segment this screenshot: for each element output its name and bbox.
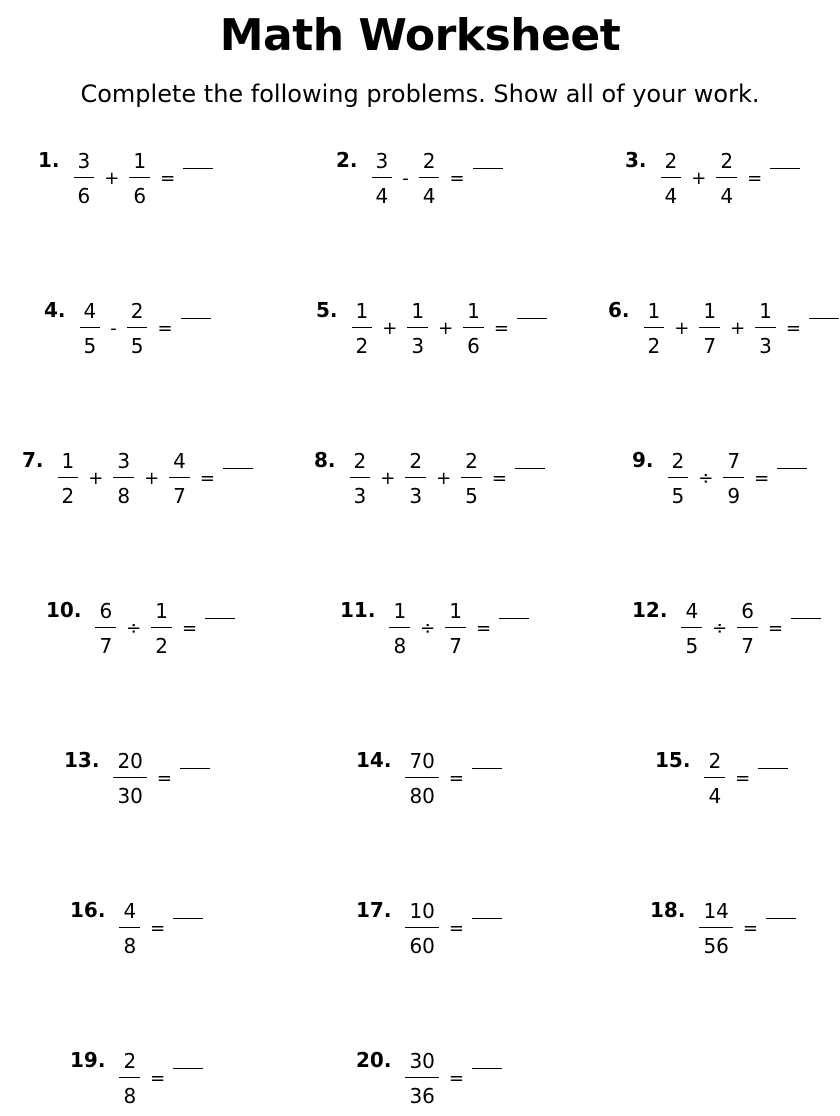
fraction xyxy=(80,300,101,357)
answer-blank[interactable] xyxy=(809,318,839,319)
answer-blank[interactable] xyxy=(517,318,547,319)
denominator: 8 xyxy=(119,927,140,957)
answer-blank[interactable] xyxy=(515,468,545,469)
problem-19 xyxy=(70,1048,203,1108)
numerator: 3 xyxy=(117,448,131,473)
fraction xyxy=(737,600,758,657)
denominator: 8 xyxy=(113,477,134,507)
equals-sign: = xyxy=(735,767,751,789)
equals-sign: = xyxy=(182,617,198,639)
numerator: 3 xyxy=(375,148,389,173)
denominator: 2 xyxy=(352,327,373,357)
denominator: 6 xyxy=(129,177,150,207)
numerator: 2 xyxy=(664,148,678,173)
problem-number: 5. xyxy=(316,298,338,322)
problem-number: 13. xyxy=(64,748,100,772)
numerator: 2 xyxy=(720,148,734,173)
fraction xyxy=(461,450,482,507)
answer-blank[interactable] xyxy=(472,918,502,919)
operator: + xyxy=(144,467,160,489)
fraction xyxy=(113,750,146,807)
numerator: 10 xyxy=(409,898,435,923)
denominator: 3 xyxy=(350,477,371,507)
numerator: 4 xyxy=(173,448,186,473)
answer-blank[interactable] xyxy=(473,168,503,169)
fraction xyxy=(723,450,744,507)
numerator: 14 xyxy=(703,898,729,923)
denominator: 5 xyxy=(80,327,101,357)
numerator: 1 xyxy=(467,298,480,323)
denominator: 4 xyxy=(704,777,725,807)
problem-18 xyxy=(650,898,796,958)
fraction xyxy=(119,900,140,957)
denominator: 2 xyxy=(58,477,79,507)
equals-sign: = xyxy=(491,467,507,489)
problem-15 xyxy=(655,748,788,808)
equals-sign: = xyxy=(785,317,801,339)
operator: + xyxy=(104,167,120,189)
fraction xyxy=(716,150,737,207)
problem-number: 17. xyxy=(356,898,392,922)
fraction xyxy=(699,300,720,357)
operator: + xyxy=(380,467,396,489)
numerator: 2 xyxy=(465,448,478,473)
answer-blank[interactable] xyxy=(791,618,821,619)
problem-number: 14. xyxy=(356,748,392,772)
denominator: 4 xyxy=(372,177,393,207)
equals-sign: = xyxy=(160,167,176,189)
problem-20 xyxy=(356,1048,502,1108)
numerator: 2 xyxy=(130,298,144,323)
problem-number: 20. xyxy=(356,1048,392,1072)
problem-10 xyxy=(46,598,235,658)
numerator: 2 xyxy=(671,448,685,473)
problem-17 xyxy=(356,898,502,958)
problem-3 xyxy=(625,148,800,208)
equals-sign: = xyxy=(156,767,172,789)
equals-sign: = xyxy=(448,917,464,939)
denominator: 5 xyxy=(461,477,482,507)
equals-sign: = xyxy=(448,1067,464,1089)
answer-blank[interactable] xyxy=(499,618,529,619)
operator: + xyxy=(88,467,104,489)
denominator: 2 xyxy=(151,627,172,657)
fraction xyxy=(95,600,116,657)
operator: - xyxy=(402,167,409,189)
operator: ÷ xyxy=(420,617,436,639)
problem-13 xyxy=(64,748,210,808)
problem-5 xyxy=(316,298,547,358)
denominator: 5 xyxy=(127,327,148,357)
fraction xyxy=(755,300,776,357)
fraction xyxy=(119,1050,140,1107)
problem-number: 12. xyxy=(632,598,668,622)
problem-14 xyxy=(356,748,502,808)
answer-blank[interactable] xyxy=(205,618,235,619)
numerator: 2 xyxy=(123,1048,137,1073)
denominator: 2 xyxy=(644,327,665,357)
problem-8 xyxy=(314,448,545,508)
denominator: 6 xyxy=(463,327,484,357)
fraction xyxy=(668,450,689,507)
numerator: 2 xyxy=(708,748,722,773)
problem-4 xyxy=(44,298,211,358)
numerator: 1 xyxy=(355,298,369,323)
denominator: 7 xyxy=(445,627,466,657)
operator: + xyxy=(730,317,746,339)
problem-16 xyxy=(70,898,203,958)
answer-blank[interactable] xyxy=(766,918,796,919)
numerator: 30 xyxy=(409,1048,435,1073)
fraction xyxy=(405,750,438,807)
denominator: 56 xyxy=(699,927,732,957)
fraction xyxy=(661,150,682,207)
fraction xyxy=(681,600,702,657)
equals-sign: = xyxy=(476,617,492,639)
fraction xyxy=(699,900,732,957)
problem-number: 4. xyxy=(44,298,66,322)
answer-blank[interactable] xyxy=(180,768,210,769)
equals-sign: = xyxy=(150,917,166,939)
fraction xyxy=(169,450,190,507)
worksheet-title: Math Worksheet xyxy=(219,10,621,61)
fraction xyxy=(405,900,438,957)
equals-sign: = xyxy=(768,617,784,639)
numerator: 1 xyxy=(759,298,772,323)
denominator: 9 xyxy=(723,477,744,507)
worksheet-instructions: Complete the following problems. Show all of your work. xyxy=(80,80,760,108)
problem-12 xyxy=(632,598,821,658)
denominator: 7 xyxy=(169,477,190,507)
denominator: 4 xyxy=(716,177,737,207)
numerator: 1 xyxy=(393,598,407,623)
equals-sign: = xyxy=(199,467,215,489)
problem-number: 10. xyxy=(46,598,82,622)
problem-number: 6. xyxy=(608,298,630,322)
denominator: 3 xyxy=(755,327,776,357)
problem-number: 1. xyxy=(38,148,60,172)
fraction xyxy=(419,150,440,207)
operator: ÷ xyxy=(712,617,728,639)
denominator: 80 xyxy=(405,777,438,807)
answer-blank[interactable] xyxy=(472,1068,502,1069)
fraction xyxy=(405,450,426,507)
operator: + xyxy=(674,317,690,339)
problem-number: 11. xyxy=(340,598,376,622)
numerator: 1 xyxy=(647,298,661,323)
denominator: 3 xyxy=(405,477,426,507)
numerator: 1 xyxy=(61,448,75,473)
operator: + xyxy=(438,317,454,339)
fraction xyxy=(151,600,172,657)
numerator: 7 xyxy=(727,448,741,473)
fraction xyxy=(350,450,371,507)
fraction xyxy=(405,1050,438,1107)
denominator: 8 xyxy=(389,627,410,657)
fraction xyxy=(58,450,79,507)
problem-number: 16. xyxy=(70,898,106,922)
numerator: 2 xyxy=(353,448,367,473)
numerator: 6 xyxy=(99,598,113,623)
answer-blank[interactable] xyxy=(183,168,213,169)
numerator: 20 xyxy=(117,748,143,773)
equals-sign: = xyxy=(449,167,465,189)
problem-7 xyxy=(22,448,253,508)
equals-sign: = xyxy=(157,317,173,339)
operator: - xyxy=(110,317,117,339)
problem-number: 8. xyxy=(314,448,336,472)
numerator: 4 xyxy=(685,598,699,623)
numerator: 1 xyxy=(449,598,462,623)
fraction xyxy=(644,300,665,357)
fraction xyxy=(129,150,150,207)
problem-number: 2. xyxy=(336,148,358,172)
fraction xyxy=(113,450,134,507)
denominator: 6 xyxy=(74,177,95,207)
numerator: 2 xyxy=(409,448,423,473)
numerator: 2 xyxy=(422,148,436,173)
denominator: 7 xyxy=(699,327,720,357)
answer-blank[interactable] xyxy=(770,168,800,169)
answer-blank[interactable] xyxy=(181,318,211,319)
fraction xyxy=(389,600,410,657)
answer-blank[interactable] xyxy=(223,468,253,469)
numerator: 1 xyxy=(411,298,425,323)
equals-sign: = xyxy=(742,917,758,939)
problem-number: 9. xyxy=(632,448,654,472)
problem-9 xyxy=(632,448,807,508)
answer-blank[interactable] xyxy=(472,768,502,769)
numerator: 6 xyxy=(741,598,754,623)
denominator: 7 xyxy=(95,627,116,657)
problem-11 xyxy=(340,598,529,658)
numerator: 1 xyxy=(155,598,168,623)
numerator: 4 xyxy=(83,298,97,323)
operator: ÷ xyxy=(126,617,142,639)
fraction xyxy=(372,150,393,207)
problem-6 xyxy=(608,298,839,358)
problem-number: 15. xyxy=(655,748,691,772)
fraction xyxy=(407,300,428,357)
denominator: 3 xyxy=(407,327,428,357)
denominator: 8 xyxy=(119,1077,140,1107)
problem-1 xyxy=(38,148,213,208)
denominator: 5 xyxy=(668,477,689,507)
equals-sign: = xyxy=(747,167,763,189)
denominator: 30 xyxy=(113,777,146,807)
numerator: 1 xyxy=(703,298,717,323)
problem-2 xyxy=(336,148,503,208)
denominator: 36 xyxy=(405,1077,438,1107)
problem-number: 19. xyxy=(70,1048,106,1072)
answer-blank[interactable] xyxy=(777,468,807,469)
fraction xyxy=(74,150,95,207)
problem-number: 3. xyxy=(625,148,647,172)
denominator: 60 xyxy=(405,927,438,957)
equals-sign: = xyxy=(448,767,464,789)
problem-number: 7. xyxy=(22,448,44,472)
operator: + xyxy=(691,167,707,189)
denominator: 7 xyxy=(737,627,758,657)
fraction xyxy=(463,300,484,357)
numerator: 1 xyxy=(133,148,147,173)
denominator: 5 xyxy=(681,627,702,657)
fraction xyxy=(127,300,148,357)
fraction xyxy=(445,600,466,657)
answer-blank[interactable] xyxy=(173,1068,203,1069)
denominator: 4 xyxy=(419,177,440,207)
fraction xyxy=(352,300,373,357)
denominator: 4 xyxy=(661,177,682,207)
operator: ÷ xyxy=(698,467,714,489)
numerator: 3 xyxy=(77,148,91,173)
equals-sign: = xyxy=(754,467,770,489)
numerator: 4 xyxy=(123,898,137,923)
problem-number: 18. xyxy=(650,898,686,922)
answer-blank[interactable] xyxy=(758,768,788,769)
operator: + xyxy=(382,317,398,339)
equals-sign: = xyxy=(493,317,509,339)
numerator: 70 xyxy=(409,748,435,773)
fraction xyxy=(704,750,725,807)
answer-blank[interactable] xyxy=(173,918,203,919)
operator: + xyxy=(436,467,452,489)
equals-sign: = xyxy=(150,1067,166,1089)
